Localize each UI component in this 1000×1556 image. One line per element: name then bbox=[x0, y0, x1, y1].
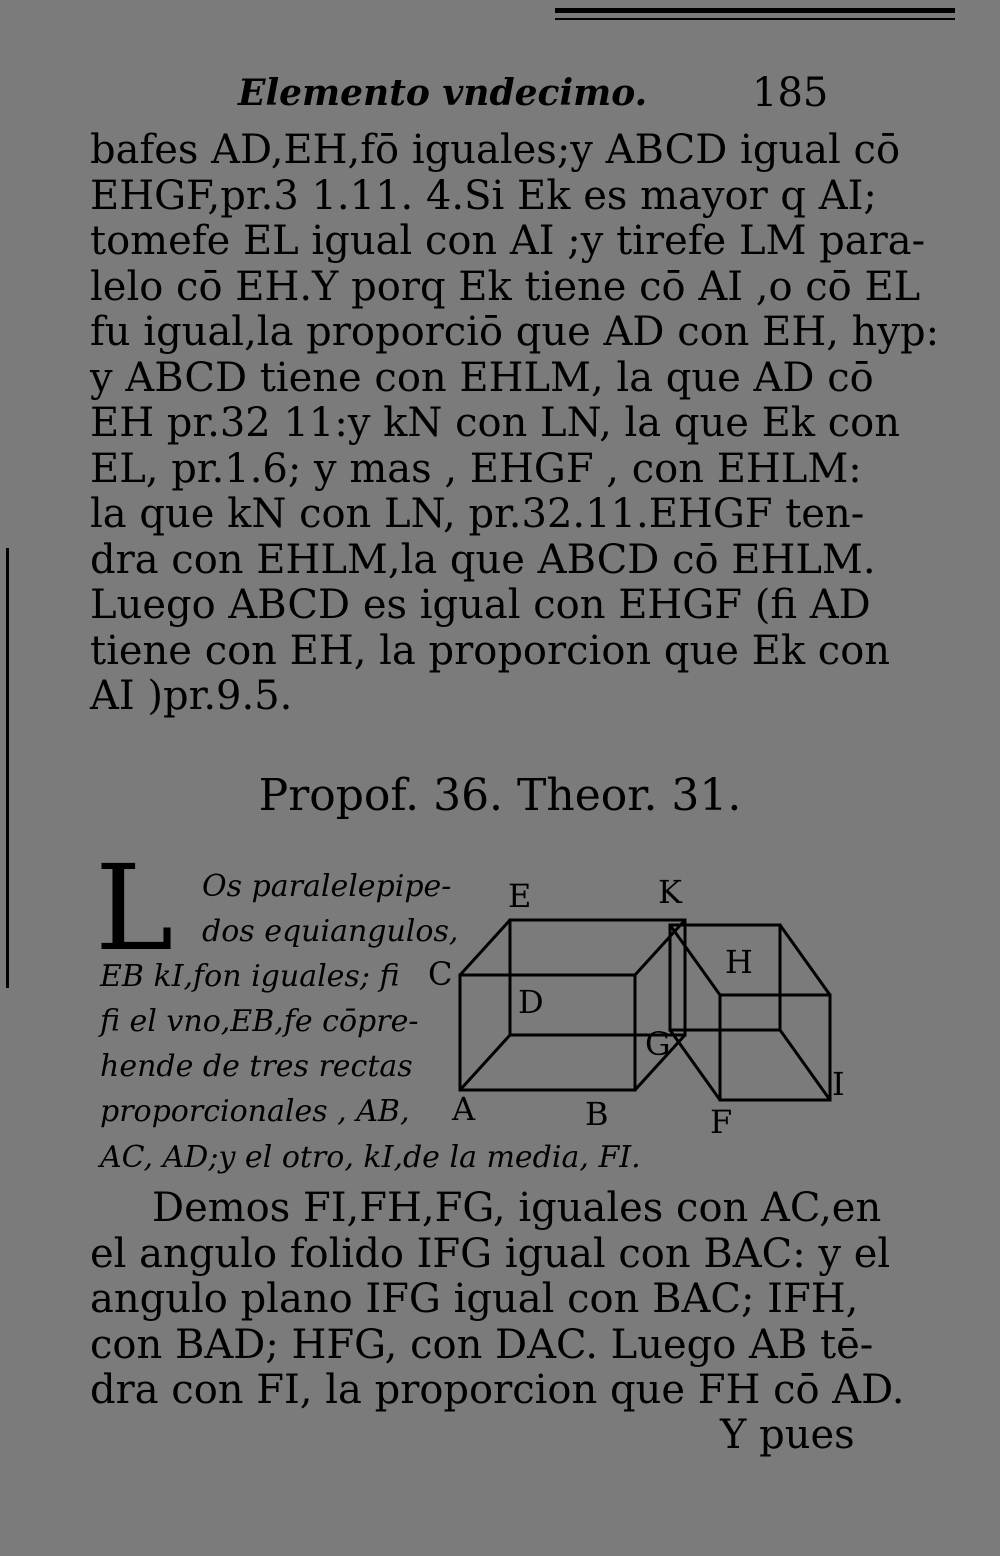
text-line: angulo plano IFG igual con BAC; IFH, bbox=[90, 1276, 859, 1322]
text-line: tomefe EL igual con AI ;y tirefe LM para- bbox=[90, 218, 926, 264]
text-line: Demos FI,FH,FG, iguales con AC,en bbox=[152, 1185, 882, 1231]
enunciation-tail: AC, AD;y el otro, kI,de la media, FI. bbox=[100, 1140, 641, 1175]
text-line: fu igual,la proporciō que AD con EH, hyp: bbox=[90, 309, 940, 355]
text-line: Os paralelepipe- bbox=[202, 869, 452, 904]
top-rule bbox=[555, 8, 955, 13]
text-line: AI )pr.9.5. bbox=[90, 673, 293, 719]
drop-cap: L bbox=[95, 839, 174, 977]
text-line: y ABCD tiene con EHLM, la que AD cō bbox=[90, 354, 874, 401]
text-line: el angulo folido IFG igual con BAC: y el bbox=[90, 1230, 891, 1277]
label-c: C bbox=[428, 955, 453, 993]
label-d: D bbox=[518, 983, 544, 1021]
label-e: E bbox=[508, 877, 532, 915]
text-line: hende de tres rectas bbox=[100, 1049, 413, 1084]
parallelepiped-figure bbox=[420, 855, 860, 1145]
label-b: B bbox=[585, 1095, 609, 1133]
text-line: lelo cō EH.Y porq Ek tiene cō AI ,o cō EL bbox=[90, 263, 921, 310]
text-line: Luego ABCD es igual con EHGF (fi AD bbox=[90, 582, 871, 628]
text-line: bafes AD,EH,fō iguales;y ABCD igual cō bbox=[90, 127, 901, 173]
text-line: EHGF,pr.3 1.11. 4.Si Ek es mayor q AI; bbox=[90, 172, 877, 219]
text-line: EB kI,fon iguales; fi bbox=[100, 959, 400, 994]
label-k: K bbox=[658, 873, 682, 911]
proposition-heading: Propof. 36. Theor. 31. bbox=[258, 770, 742, 821]
front-face-abcd bbox=[460, 975, 635, 1090]
text-line: dos equiangulos, bbox=[202, 914, 459, 949]
catchword: Y pues bbox=[720, 1412, 855, 1458]
label-h: H bbox=[725, 943, 753, 981]
text-line: fi el vno,EB,fe cōpre- bbox=[100, 1004, 419, 1039]
paragraph-top bbox=[90, 127, 940, 720]
label-i: I bbox=[832, 1065, 845, 1103]
text-line: la que kN con LN, pr.32.11.EHGF ten- bbox=[90, 491, 865, 537]
text-line: dra con FI, la proporcion que FH cō AD. bbox=[90, 1367, 905, 1413]
enunciation bbox=[100, 864, 459, 1134]
page-number: 185 bbox=[752, 70, 829, 116]
paragraph-bottom bbox=[90, 1185, 905, 1414]
top-rule-thin bbox=[555, 18, 955, 20]
running-head: Elemento vndecimo. bbox=[238, 72, 648, 114]
text-line: EH pr.32 11:y kN con LN, la que Ek con bbox=[90, 400, 900, 446]
text-line: dra con EHLM,la que ABCD cō EHLM. bbox=[90, 536, 876, 583]
text-line: con BAD; HFG, con DAC. Luego AB tē- bbox=[90, 1321, 874, 1368]
front-face-fi bbox=[720, 995, 830, 1100]
margin-line bbox=[6, 548, 9, 988]
text-line: tiene con EH, la proporcion que Ek con bbox=[90, 627, 891, 674]
text-line: EL, pr.1.6; y mas , EHGF , con EHLM: bbox=[90, 445, 862, 492]
label-g: G bbox=[645, 1025, 671, 1063]
text-line: proporcionales , AB, bbox=[100, 1094, 410, 1129]
label-f: F bbox=[710, 1103, 733, 1141]
label-a: A bbox=[452, 1090, 476, 1128]
